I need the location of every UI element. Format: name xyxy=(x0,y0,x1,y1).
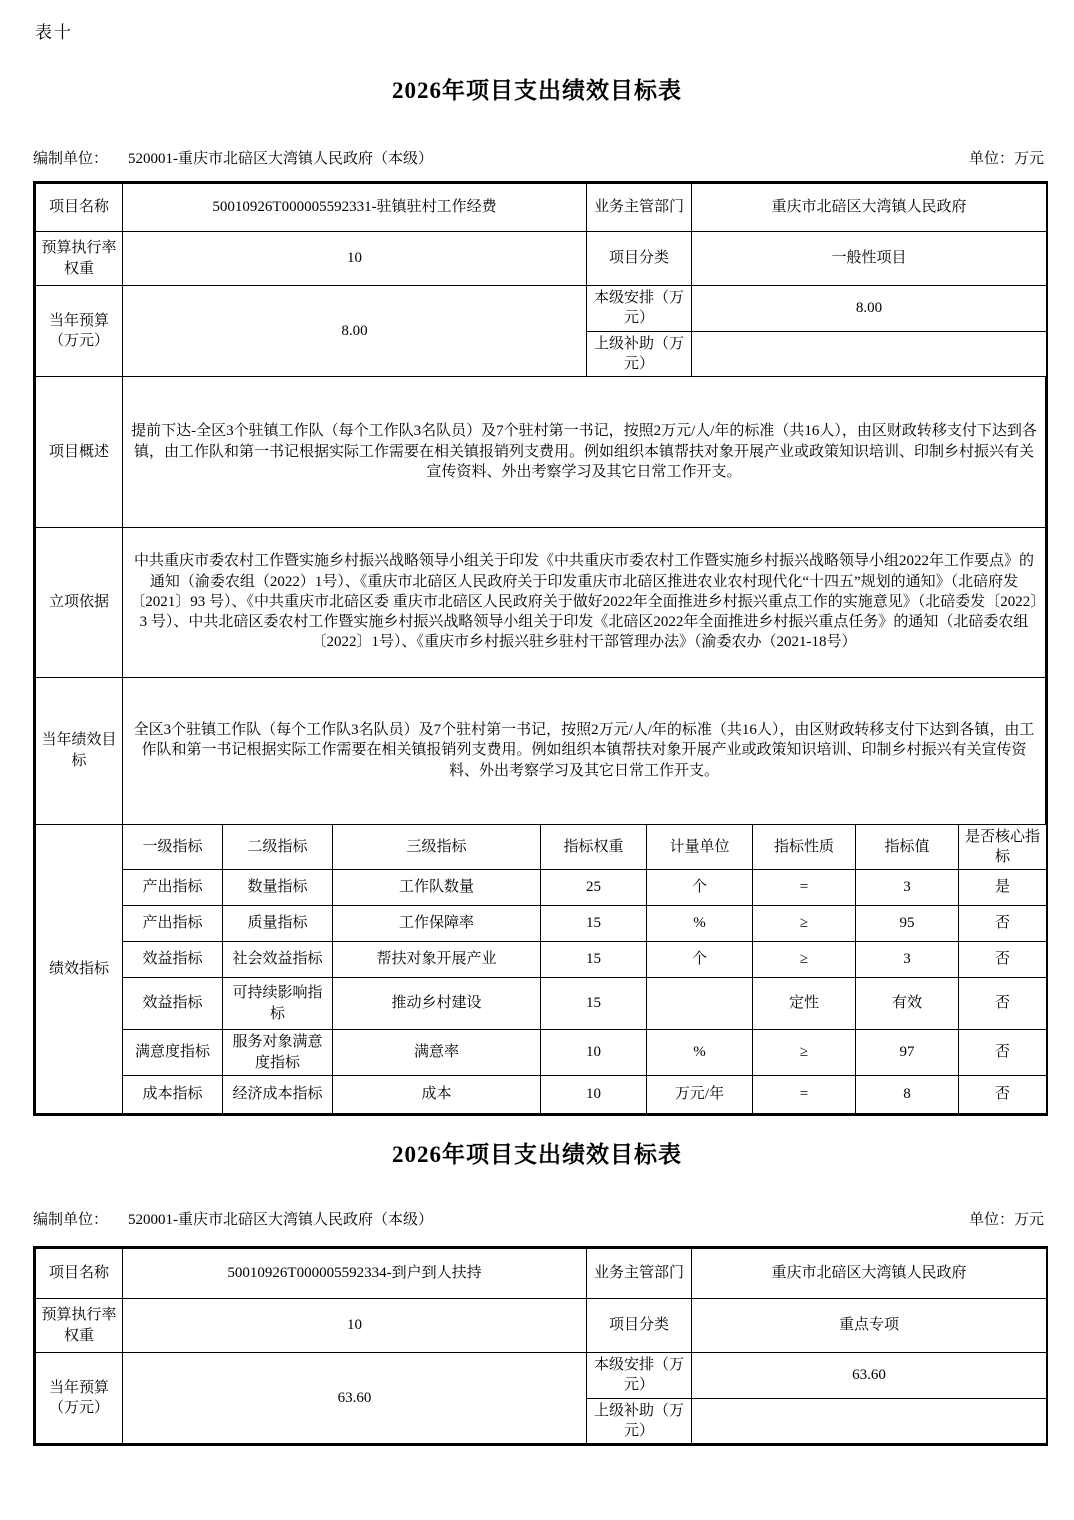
table-row xyxy=(36,184,1047,232)
indicator-unit: % xyxy=(647,1030,753,1076)
indicator-nature: = xyxy=(753,870,856,906)
section1-indicators-grid xyxy=(35,825,1047,1115)
indicator-row xyxy=(36,978,1047,1030)
table-row xyxy=(36,377,1046,527)
exec-rate-value: 10 xyxy=(123,1299,587,1353)
local-arrangement-value: 8.00 xyxy=(692,286,1047,332)
dept-label: 业务主管部门 xyxy=(587,184,692,232)
indicator-unit: 个 xyxy=(647,942,753,978)
indicator-level1: 效益指标 xyxy=(123,978,223,1030)
superior-subsidy-label: 上级补助（万元） xyxy=(587,331,692,377)
indicator-level3: 工作队数量 xyxy=(333,870,541,906)
header-level1: 一级指标 xyxy=(123,825,223,870)
local-arrangement-label: 本级安排（万元） xyxy=(587,1353,692,1399)
indicators-section-label: 绩效指标 xyxy=(36,825,123,1114)
category-value: 重点专项 xyxy=(692,1299,1047,1353)
indicator-level1: 满意度指标 xyxy=(123,1030,223,1076)
budget-label: 当年预算（万元） xyxy=(36,1353,123,1444)
indicator-unit: 个 xyxy=(647,870,753,906)
project-name-value: 50010926T000005592334-到户到人扶持 xyxy=(123,1249,587,1299)
indicator-unit: % xyxy=(647,906,753,942)
indicator-value: 3 xyxy=(856,942,959,978)
overview-text: 提前下达-全区3个驻镇工作队（每个工作队3名队员）及7个驻村第一书记，按照2万元/人/年的标准（共16人），由区财政转移支付下达到各镇，由工作队和第一书记根据实际工作需要在相关镇报销列支费用。例如组织本镇帮扶对象开展产业或政策知识培训、印制乡村振兴有关宣传资料、外出考察学习及其它日常工作开支。 xyxy=(123,377,1046,527)
section2-info-grid xyxy=(35,1248,1047,1444)
indicator-weight: 15 xyxy=(541,978,647,1030)
indicator-level1: 产出指标 xyxy=(123,906,223,942)
indicator-row xyxy=(36,906,1047,942)
table-row xyxy=(36,527,1046,677)
indicator-level1: 效益指标 xyxy=(123,942,223,978)
indicator-level3: 满意率 xyxy=(333,1030,541,1076)
goal-text: 全区3个驻镇工作队（每个工作队3名队员）及7个驻村第一书记，按照2万元/人/年的标准（共16人），由区财政转移支付下达到各镇，由工作队和第一书记根据实际工作需要在相关镇报销列支费用。例如组织本镇帮扶对象开展产业或政策知识培训、印制乡村振兴有关宣传资料、外出考察学习及其它日常工作开支。 xyxy=(123,677,1046,824)
dept-label: 业务主管部门 xyxy=(587,1249,692,1299)
indicator-level2: 数量指标 xyxy=(223,870,333,906)
indicator-level2: 经济成本指标 xyxy=(223,1076,333,1114)
indicator-core: 是 xyxy=(959,870,1047,906)
project-name-value: 50010926T000005592331-驻镇驻村工作经费 xyxy=(123,184,587,232)
indicator-nature: 定性 xyxy=(753,978,856,1030)
indicator-level3: 推动乡村建设 xyxy=(333,978,541,1030)
indicator-weight: 10 xyxy=(541,1076,647,1114)
indicator-row xyxy=(36,1030,1047,1076)
indicator-level3: 帮扶对象开展产业 xyxy=(333,942,541,978)
table-row xyxy=(36,677,1046,824)
indicator-unit: 万元/年 xyxy=(647,1076,753,1114)
indicator-weight: 15 xyxy=(541,942,647,978)
header-level2: 二级指标 xyxy=(223,825,333,870)
budget-value: 63.60 xyxy=(123,1353,587,1444)
header-nature: 指标性质 xyxy=(753,825,856,870)
indicator-value: 3 xyxy=(856,870,959,906)
indicator-level2: 社会效益指标 xyxy=(223,942,333,978)
table-row xyxy=(36,1249,1047,1299)
section1-text-grid xyxy=(35,377,1046,825)
category-label: 项目分类 xyxy=(587,232,692,286)
indicator-nature: = xyxy=(753,1076,856,1114)
section2-title: 2026年项目支出绩效目标表 xyxy=(392,1142,682,1167)
section2-meta-left xyxy=(33,1208,433,1229)
indicator-core: 否 xyxy=(959,1076,1047,1114)
section1-table xyxy=(33,181,1048,1116)
indicator-level1: 成本指标 xyxy=(123,1076,223,1114)
section2-table xyxy=(33,1246,1048,1446)
unit-label: 单位：万元 xyxy=(968,1212,1044,1228)
category-value: 一般性项目 xyxy=(692,232,1047,286)
table-row xyxy=(36,1299,1047,1353)
indicator-unit xyxy=(647,978,753,1030)
section1-meta-row xyxy=(33,147,1044,168)
header-unit: 计量单位 xyxy=(647,825,753,870)
basis-label: 立项依据 xyxy=(36,527,123,677)
local-arrangement-value: 63.60 xyxy=(692,1353,1047,1399)
indicator-value: 有效 xyxy=(856,978,959,1030)
indicator-weight: 10 xyxy=(541,1030,647,1076)
project-name-label: 项目名称 xyxy=(36,184,123,232)
goal-label: 当年绩效目标 xyxy=(36,677,123,824)
exec-rate-label: 预算执行率权重 xyxy=(36,232,123,286)
indicator-row xyxy=(36,1076,1047,1114)
indicator-row xyxy=(36,870,1047,906)
indicator-value: 97 xyxy=(856,1030,959,1076)
basis-text: 中共重庆市委农村工作暨实施乡村振兴战略领导小组关于印发《中共重庆市委农村工作暨实施乡村振兴战略领导小组2022年工作要点》的通知（渝委农组（2022）1号）、《重庆市北碚区人民政府关于印发重庆市北碚区推进农业农村现代化“十四五”规划的通知》（北碚府发〔2021〕93 号）、《中共重庆市北碚区委 重庆市北碚区人民政府关于做好2022年全面推进乡村振兴重点工作的实施意见》（北碚委发〔2022〕3 号）、中共北碚区委农村工作暨实施乡村振兴战略领导小组关于印发《北碚区2022年全面推进乡村振兴重点任务》的通知（北碚委农组〔2022〕1号）、《重庆市乡村振兴驻乡驻村干部管理办法》（渝委农办（2021-18号） xyxy=(123,527,1046,677)
exec-rate-label: 预算执行率权重 xyxy=(36,1299,123,1353)
indicator-level2: 服务对象满意度指标 xyxy=(223,1030,333,1076)
indicator-nature: ≥ xyxy=(753,1030,856,1076)
indicator-core: 否 xyxy=(959,942,1047,978)
superior-subsidy-value xyxy=(692,1398,1047,1444)
project-name-label: 项目名称 xyxy=(36,1249,123,1299)
page-tag: 表十 xyxy=(35,23,73,42)
indicator-weight: 15 xyxy=(541,906,647,942)
superior-subsidy-label: 上级补助（万元） xyxy=(587,1398,692,1444)
section1-meta-left xyxy=(33,147,433,168)
indicator-row xyxy=(36,942,1047,978)
table-row xyxy=(36,286,1047,332)
prepared-by-value: 520001-重庆市北碚区大湾镇人民政府（本级） xyxy=(128,1212,434,1228)
budget-label: 当年预算（万元） xyxy=(36,286,123,377)
exec-rate-value: 10 xyxy=(123,232,587,286)
indicators-header-row xyxy=(36,825,1047,870)
indicator-level1: 产出指标 xyxy=(123,870,223,906)
section1-title: 2026年项目支出绩效目标表 xyxy=(392,78,682,103)
prepared-by-label: 编制单位： xyxy=(33,151,109,167)
category-label: 项目分类 xyxy=(587,1299,692,1353)
header-weight: 指标权重 xyxy=(541,825,647,870)
indicator-level3: 工作保障率 xyxy=(333,906,541,942)
prepared-by-label: 编制单位： xyxy=(33,1212,109,1228)
overview-label: 项目概述 xyxy=(36,377,123,527)
dept-value: 重庆市北碚区大湾镇人民政府 xyxy=(692,184,1047,232)
indicator-nature: ≥ xyxy=(753,906,856,942)
indicator-value: 8 xyxy=(856,1076,959,1114)
unit-label: 单位：万元 xyxy=(968,151,1044,167)
local-arrangement-label: 本级安排（万元） xyxy=(587,286,692,332)
header-level3: 三级指标 xyxy=(333,825,541,870)
indicator-core: 否 xyxy=(959,906,1047,942)
section1-info-grid xyxy=(35,183,1047,377)
budget-value: 8.00 xyxy=(123,286,587,377)
indicator-value: 95 xyxy=(856,906,959,942)
indicator-core: 否 xyxy=(959,1030,1047,1076)
indicator-nature: ≥ xyxy=(753,942,856,978)
indicator-level2: 质量指标 xyxy=(223,906,333,942)
dept-value: 重庆市北碚区大湾镇人民政府 xyxy=(692,1249,1047,1299)
indicator-level3: 成本 xyxy=(333,1076,541,1114)
header-value: 指标值 xyxy=(856,825,959,870)
indicator-weight: 25 xyxy=(541,870,647,906)
header-core: 是否核心指标 xyxy=(959,825,1047,870)
superior-subsidy-value xyxy=(692,331,1047,377)
section2-meta-row xyxy=(33,1208,1044,1229)
indicator-level2: 可持续影响指标 xyxy=(223,978,333,1030)
indicator-core: 否 xyxy=(959,978,1047,1030)
table-row xyxy=(36,232,1047,286)
prepared-by-value: 520001-重庆市北碚区大湾镇人民政府（本级） xyxy=(128,151,434,167)
table-row xyxy=(36,1353,1047,1399)
